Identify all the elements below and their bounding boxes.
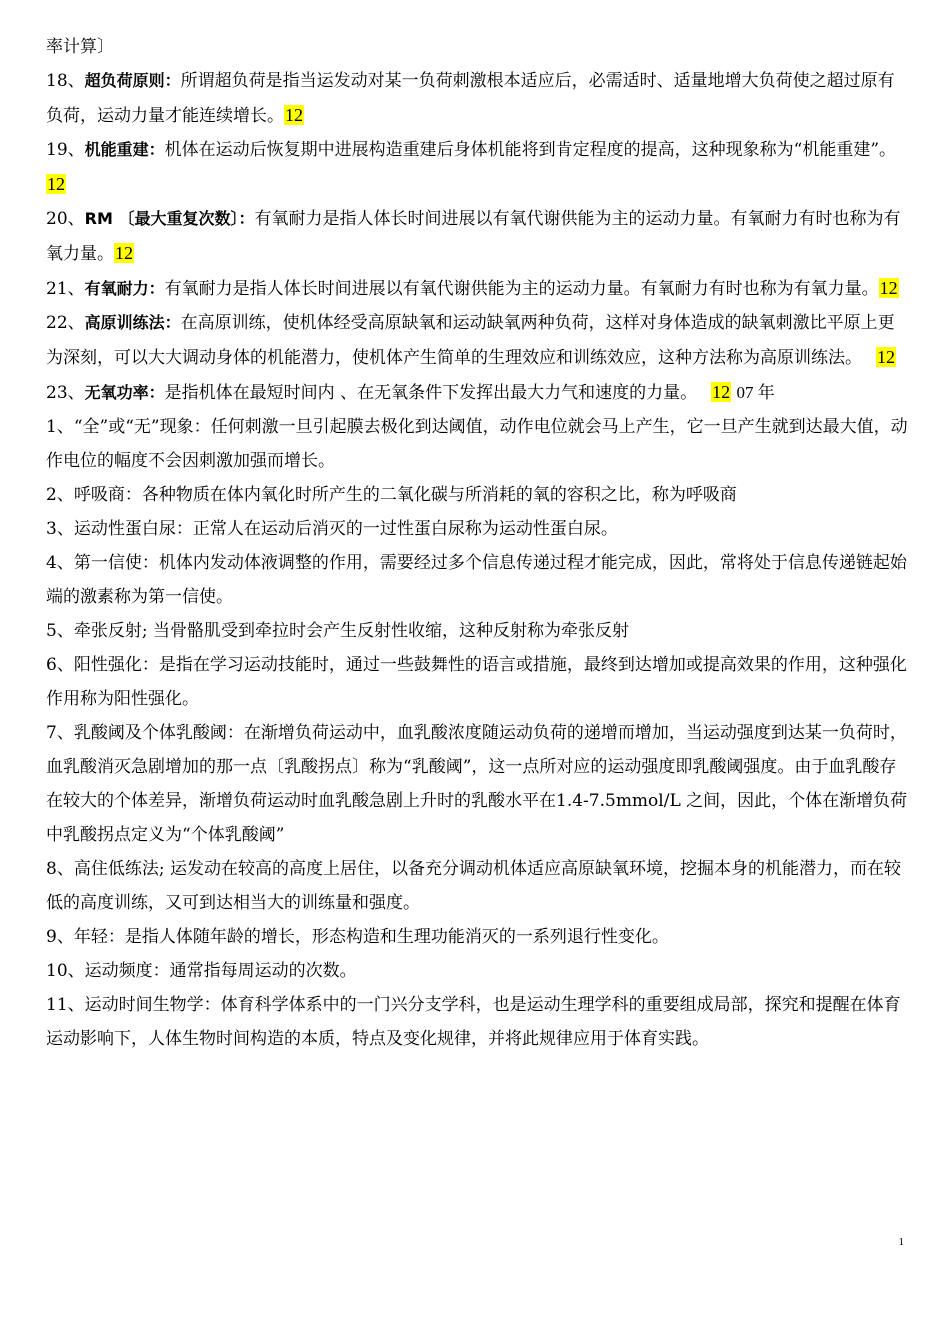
entry-number: 21、 bbox=[46, 279, 85, 299]
list-item-9: 9、年轻：是指人体随年龄的增长，形态构造和生理功能消灭的一系列退行性变化。 bbox=[46, 927, 669, 947]
entry-number: 18、 bbox=[46, 71, 85, 91]
term-entry-18 bbox=[46, 64, 910, 133]
term-separator: ： bbox=[238, 209, 255, 228]
list-item-5: 5、牵张反射; 当骨骼肌受到牵拉时会产生反射性收缩，这种反射称为牵张反射 bbox=[46, 621, 629, 641]
term-definition: 有氧耐力是指人体长时间进展以有氧代谢供能为主的运动力量。有氧耐力有时也称为有氧力量。 bbox=[46, 209, 901, 264]
list-item-10: 10、运动频度：通常指每周运动的次数。 bbox=[46, 961, 357, 981]
term-entry-19 bbox=[46, 133, 910, 202]
highlight-mark: 12 bbox=[879, 278, 898, 298]
term-definition: 在高原训练，使机体经受高原缺氧和运动缺氧两种负荷，这样对身体造成的缺氧刺激比平原上更为深刻，可以大大调动身体的机能潜力，使机体产生简单的生理效应和训练效应，这种方法称为高原训练法。 bbox=[46, 313, 895, 368]
term-entry-22 bbox=[46, 306, 910, 375]
term-name: 超负荷原则 bbox=[84, 71, 165, 90]
entry-number: 20、 bbox=[46, 209, 85, 229]
term-name: RM 〔最大重复次数〕 bbox=[84, 209, 239, 228]
term-name: 高原训练法 bbox=[84, 313, 165, 332]
year-suffix: 07 年 bbox=[736, 383, 775, 402]
term-definition: 有氧耐力是指人体长时间进展以有氧代谢供能为主的运动力量。有氧耐力有时也称为有氧力量。 bbox=[164, 279, 879, 299]
highlight-mark: 12 bbox=[115, 243, 133, 263]
list-item-4: 4、第一信使：机体内发动体液调整的作用，需要经过多个信息传递过程才能完成，因此，常将处于信息传递链起始端的激素称为第一信使。 bbox=[46, 553, 907, 607]
term-definition: 机体在运动后恢复期中进展构造重建后身体机能将到肯定程度的提高，这种现象称为“机能重建”。 bbox=[164, 140, 897, 160]
term-name: 无氧功率 bbox=[84, 383, 149, 402]
highlight-mark: 12 bbox=[712, 382, 731, 402]
entry-number: 22、 bbox=[46, 313, 85, 333]
highlight-mark: 12 bbox=[47, 174, 65, 194]
page-number: 1 bbox=[898, 1236, 904, 1248]
list-item-1: 1、“全”或“无”现象：任何刺激一旦引起膜去极化到达阈值，动作电位就会马上产生，它一旦产生就到达最大值，动作电位的幅度不会因刺激加强而增长。 bbox=[46, 417, 908, 471]
highlight-mark: 12 bbox=[285, 105, 303, 125]
list-item-2: 2、呼吸商：各种物质在体内氧化时所产生的二氧化碳与所消耗的氧的容积之比，称为呼吸商 bbox=[46, 485, 737, 505]
term-name: 机能重建 bbox=[84, 140, 149, 159]
list-item-11: 11、运动时间生物学：体育科学体系中的一门兴分支学科，也是运动生理学科的重要组成局部，探究和提醒在体育运动影响下，人体生物时间构造的本质，特点及变化规律，并将此规律应用于体育实践。 bbox=[46, 995, 901, 1049]
entry-number: 19、 bbox=[46, 140, 85, 160]
term-entry-21 bbox=[46, 271, 910, 306]
top-fragment: 率计算〕 bbox=[46, 37, 114, 57]
list-item-6: 6、阳性强化：是指在学习运动技能时，通过一些鼓舞性的语言或措施，最终到达增加或提高效果的作用，这种强化作用称为阳性强化。 bbox=[46, 655, 907, 709]
term-entry-23 bbox=[46, 375, 910, 410]
term-definition: 是指机体在最短时间内 、在无氧条件下发挥出最大力气和速度的力量。 bbox=[164, 383, 698, 403]
term-entry-20 bbox=[46, 202, 910, 271]
list-item-8: 8、高住低练法; 运发动在较高的高度上居住，以备充分调动机体适应高原缺氧环境，挖掘本身的机能潜力，而在较低的高度训练，又可到达相当大的训练量和强度。 bbox=[46, 859, 901, 913]
term-separator: ： bbox=[148, 279, 165, 298]
term-separator: ： bbox=[148, 383, 165, 402]
term-separator: ： bbox=[164, 71, 181, 90]
term-name: 有氧耐力 bbox=[84, 279, 149, 298]
entry-number: 23、 bbox=[46, 383, 85, 403]
list-item-7: 7、乳酸阈及个体乳酸阈：在渐增负荷运动中，血乳酸浓度随运动负荷的递增而增加，当运动强度到达某一负荷时，血乳酸消灭急剧增加的那一点〔乳酸拐点〕称为“乳酸阈”，这一点所对应的运动强度即乳酸阈强度。由于血乳酸存在较大的个体差异，渐增负荷运动时血乳酸急剧上升时的乳酸水平在1.4-7.5mmol/L 之间，因此，个体在渐增负荷中乳酸拐点定义为“个体乳酸阈” bbox=[46, 723, 908, 845]
term-definition: 所谓超负荷是指当运发动对某一负荷刺激根本适应后，必需适时、适量地增大负荷使之超过原有负荷，运动力量才能连续增长。 bbox=[46, 71, 895, 126]
term-separator: ： bbox=[148, 140, 165, 159]
list-item-3: 3、运动性蛋白尿：正常人在运动后消灭的一过性蛋白尿称为运动性蛋白尿。 bbox=[46, 519, 618, 539]
highlight-mark: 12 bbox=[877, 347, 895, 367]
term-separator: ： bbox=[164, 313, 181, 332]
